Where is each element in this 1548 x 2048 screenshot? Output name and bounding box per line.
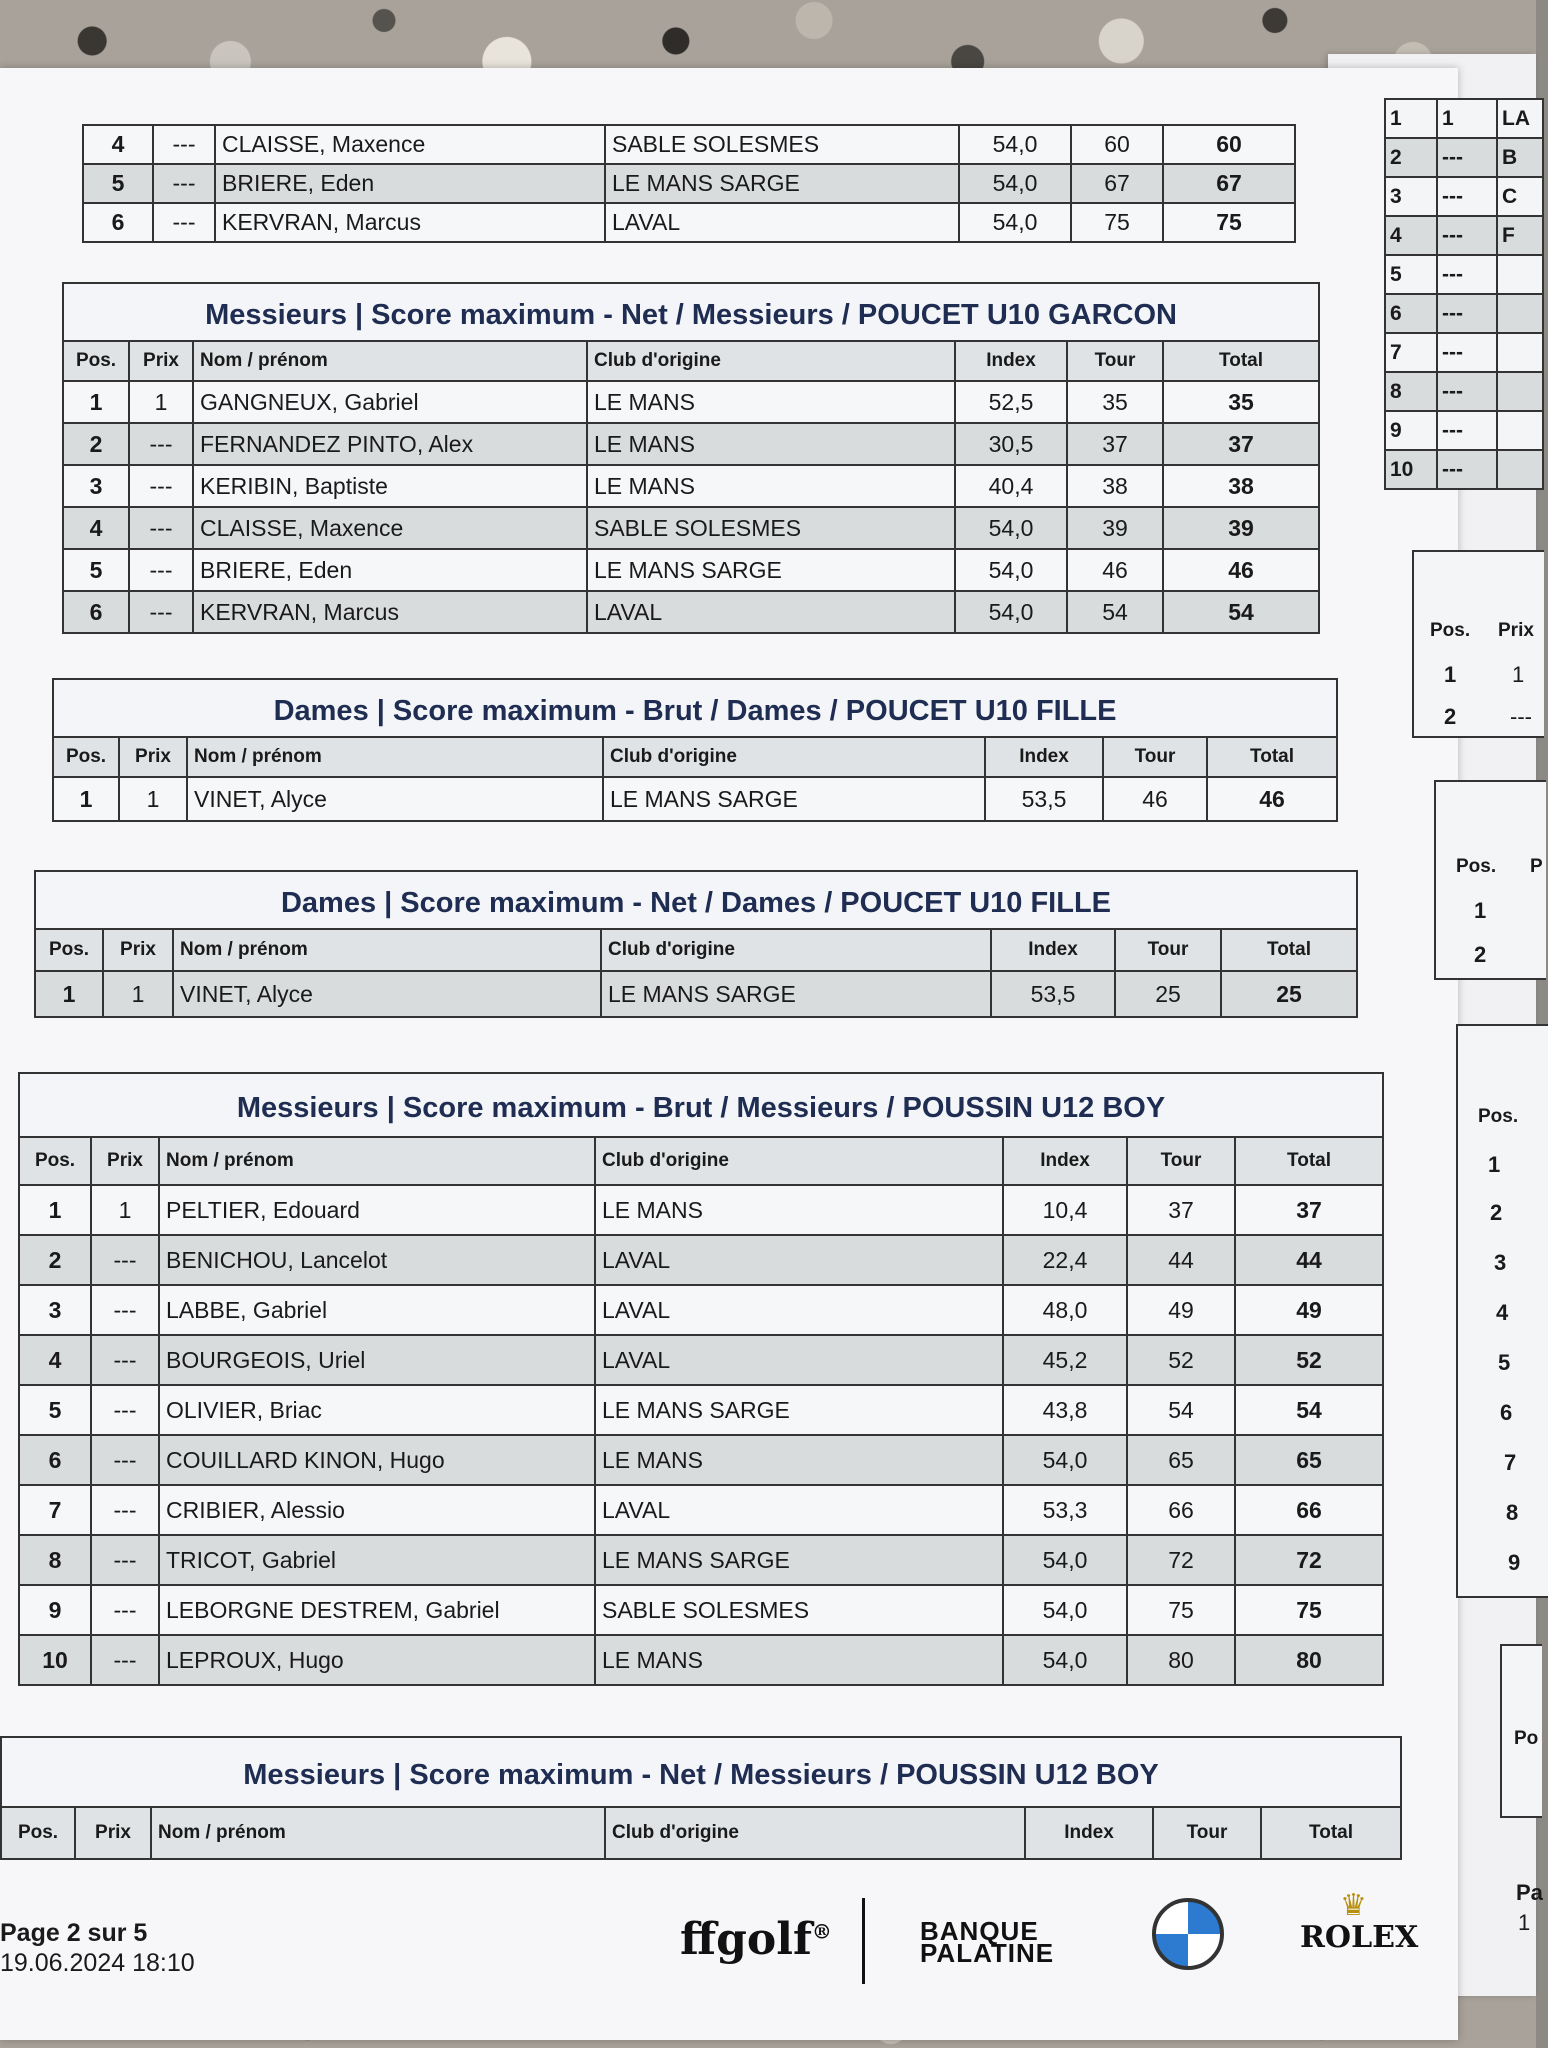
table-row: 9 --- LEBORGNE DESTREM, Gabriel SABLE SOLESMES 54,0 75 75 (19, 1585, 1383, 1635)
table-row: 6 --- KERVRAN, Marcus LAVAL 54,0 75 75 (83, 203, 1295, 242)
col-pos: Pos. (19, 1137, 91, 1185)
table-row: 6 --- KERVRAN, Marcus LAVAL 54,0 54 54 (63, 591, 1319, 633)
table-row: 6 --- (1385, 294, 1543, 333)
col-total: Total (1235, 1137, 1383, 1185)
table-row: 10 --- (1385, 450, 1543, 489)
col-nom: Nom / prénom (173, 929, 601, 971)
col-prix: Prix (103, 929, 173, 971)
col-tour: Tour (1115, 929, 1221, 971)
col-club: Club d'origine (587, 341, 955, 381)
col-tour: Tour (1153, 1807, 1261, 1859)
col-pos: Pos. (63, 341, 129, 381)
logo-divider (862, 1898, 865, 1984)
col-nom: Nom / prénom (193, 341, 587, 381)
col-tour: Tour (1127, 1137, 1235, 1185)
col-pos: Pos. (53, 737, 119, 777)
table-row: 1 1 GANGNEUX, Gabriel LE MANS 52,5 35 35 (63, 381, 1319, 423)
table-title: Messieurs | Score maximum - Net / Messieurs / POUSSIN U12 BOY (1, 1737, 1401, 1807)
col-tour: Tour (1103, 737, 1207, 777)
table-title: Messieurs | Score maximum - Net / Messieurs / POUCET U10 GARCON (63, 283, 1319, 341)
table-head (19, 1073, 1383, 1185)
table-head (1, 1737, 1401, 1859)
col-tour: Tour (1067, 341, 1163, 381)
table-row: 3 --- LABBE, Gabriel LAVAL 48,0 49 49 (19, 1285, 1383, 1335)
col-club: Club d'origine (605, 1807, 1025, 1859)
table-row: 1 1 VINET, Alyce LE MANS SARGE 53,5 46 46 (53, 777, 1337, 821)
col-nom: Nom / prénom (187, 737, 603, 777)
bmw-logo-icon (1152, 1898, 1224, 1970)
table-head (53, 679, 1337, 777)
table-row: 1 1 VINET, Alyce LE MANS SARGE 53,5 25 25 (35, 971, 1357, 1017)
col-total: Total (1207, 737, 1337, 777)
table-row: 4 --- F (1385, 216, 1543, 255)
results-table-poussin-boy-net (0, 1736, 1402, 1860)
table-row: 7 --- CRIBIER, Alessio LAVAL 53,3 66 66 (19, 1485, 1383, 1535)
table-row: 4 --- CLAISSE, Maxence SABLE SOLESMES 54,0 39 39 (63, 507, 1319, 549)
right-page-table (1384, 98, 1544, 490)
results-table-continued (82, 124, 1296, 243)
page-number: Page 2 sur 5 (0, 1919, 148, 1947)
ffgolf-logo: ffgolf® (680, 1914, 832, 1965)
banque-palatine-logo: BANQUE PALATINE (920, 1916, 1055, 1968)
table-title: Dames | Score maximum - Brut / Dames / POUCET U10 FILLE (53, 679, 1337, 737)
table-row: 2 --- BENICHOU, Lancelot LAVAL 22,4 44 44 (19, 1235, 1383, 1285)
rolex-logo: ROLEX (1300, 1920, 1419, 1955)
table-row: 6 --- COUILLARD KINON, Hugo LE MANS 54,0 65 65 (19, 1435, 1383, 1485)
table-row: 3 --- C (1385, 177, 1543, 216)
table-title: Messieurs | Score maximum - Brut / Messieurs / POUSSIN U12 BOY (19, 1073, 1383, 1137)
table-row: 3 --- KERIBIN, Baptiste LE MANS 40,4 38 38 (63, 465, 1319, 507)
table-row: 4 --- BOURGEOIS, Uriel LAVAL 45,2 52 52 (19, 1335, 1383, 1385)
table-row: 4 --- CLAISSE, Maxence SABLE SOLESMES 54,0 60 60 (83, 125, 1295, 164)
table-row: 1 1 LA (1385, 99, 1543, 138)
table-title: Dames | Score maximum - Net / Dames / POUCET U10 FILLE (35, 871, 1357, 929)
table-body (35, 971, 1357, 1017)
table-body (19, 1185, 1383, 1685)
table-row: 7 --- (1385, 333, 1543, 372)
table-head (63, 283, 1319, 381)
right-head-pos: Pos. (1430, 620, 1471, 641)
col-total: Total (1221, 929, 1357, 971)
results-table-poussin-boy-brut (18, 1072, 1384, 1686)
right-footer: Pa (1516, 1880, 1543, 1905)
results-table-poucet-fille-brut (52, 678, 1338, 822)
col-prix: Prix (129, 341, 193, 381)
print-datetime: 19.06.2024 18:10 (0, 1949, 195, 1977)
col-prix: Prix (119, 737, 187, 777)
table-head (35, 871, 1357, 971)
col-total: Total (1163, 341, 1319, 381)
col-pos: Pos. (1, 1807, 75, 1859)
table-row: 5 --- (1385, 255, 1543, 294)
table-row: 5 --- BRIERE, Eden LE MANS SARGE 54,0 46 46 (63, 549, 1319, 591)
table-row: 1 1 PELTIER, Edouard LE MANS 10,4 37 37 (19, 1185, 1383, 1235)
right-table-3 (1434, 780, 1546, 980)
col-club: Club d'origine (601, 929, 991, 971)
table-body (63, 381, 1319, 633)
col-index: Index (991, 929, 1115, 971)
table-row: 8 --- TRICOT, Gabriel LE MANS SARGE 54,0 72 72 (19, 1535, 1383, 1585)
col-nom: Nom / prénom (151, 1807, 605, 1859)
col-nom: Nom / prénom (159, 1137, 595, 1185)
col-club: Club d'origine (603, 737, 985, 777)
col-index: Index (955, 341, 1067, 381)
table-row: 9 --- (1385, 411, 1543, 450)
col-index: Index (1025, 1807, 1153, 1859)
col-index: Index (985, 737, 1103, 777)
results-table-poucet-garcon-net (62, 282, 1320, 634)
col-pos: Pos. (35, 929, 103, 971)
table-row: 10 --- LEPROUX, Hugo LE MANS 54,0 80 80 (19, 1635, 1383, 1685)
col-prix: Prix (75, 1807, 151, 1859)
col-index: Index (1003, 1137, 1127, 1185)
col-prix: Prix (91, 1137, 159, 1185)
page-footer (0, 1918, 195, 1978)
col-total: Total (1261, 1807, 1401, 1859)
table-row: 2 --- B (1385, 138, 1543, 177)
table-body (83, 125, 1295, 242)
results-table-poucet-fille-net (34, 870, 1358, 1018)
table-row: 5 --- OLIVIER, Briac LE MANS SARGE 43,8 54 54 (19, 1385, 1383, 1435)
rolex-crown-icon: ♛ (1340, 1889, 1367, 1922)
right-head-prix: Prix (1498, 620, 1534, 641)
col-club: Club d'origine (595, 1137, 1003, 1185)
table-row: 2 --- FERNANDEZ PINTO, Alex LE MANS 30,5 37 37 (63, 423, 1319, 465)
table-row: 8 --- (1385, 372, 1543, 411)
table-body (53, 777, 1337, 821)
table-row: 5 --- BRIERE, Eden LE MANS SARGE 54,0 67 67 (83, 164, 1295, 203)
